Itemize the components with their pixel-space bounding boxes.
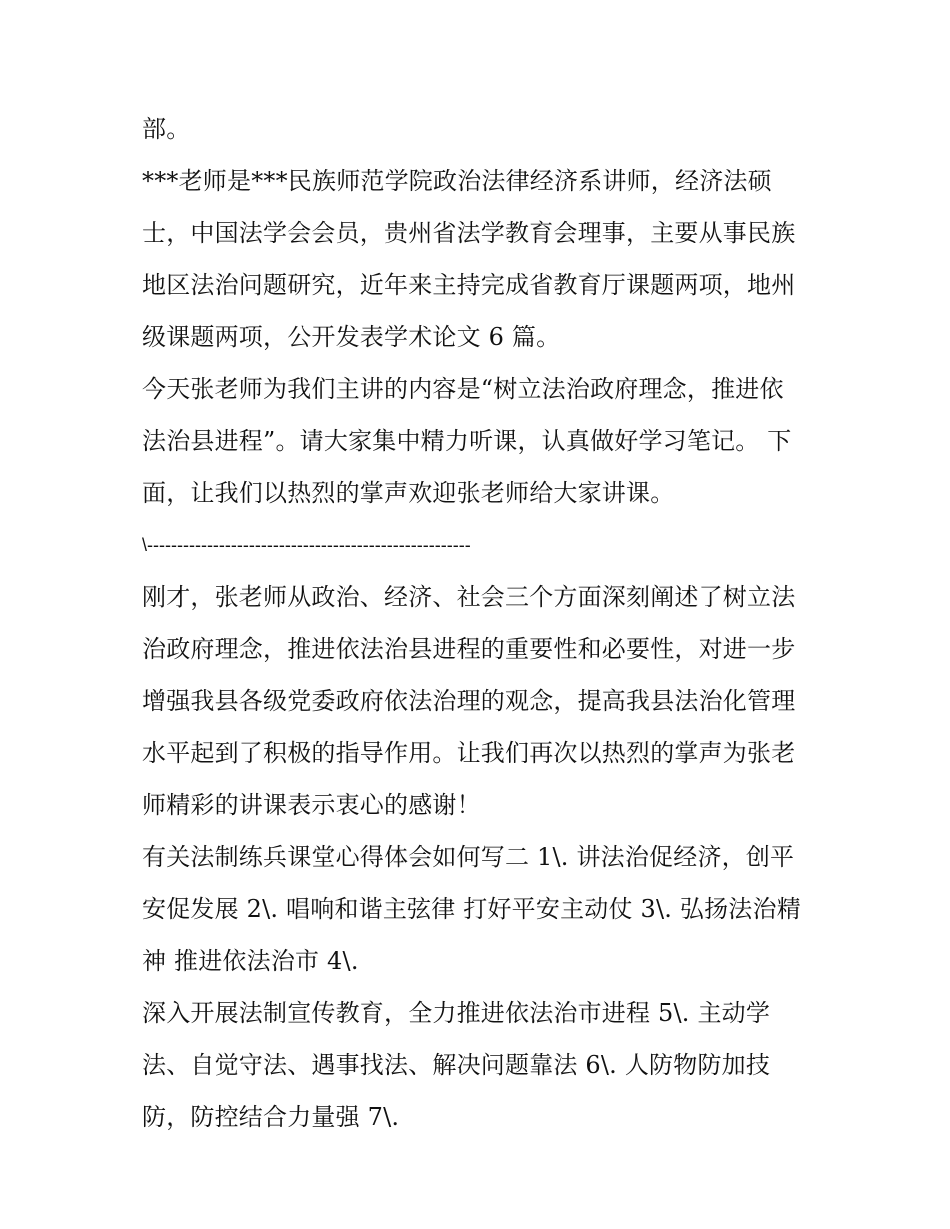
text-line: 部。	[142, 115, 191, 143]
text-line: 有关法制练兵课堂心得体会如何写二 1\. 讲法治促经济，创平	[142, 843, 795, 871]
text-line: 神 推进依法治市 4\.	[142, 947, 359, 975]
text-line: 治政府理念，推进依法治县进程的重要性和必要性，对进一步	[142, 635, 796, 663]
text-line: 刚才，张老师从政治、经济、社会三个方面深刻阐述了树立法	[142, 583, 796, 611]
text-line: 防，防控结合力量强 7\.	[142, 1103, 400, 1131]
text-line: 安促发展 2\. 唱响和谐主弦律 打好平安主动仗 3\. 弘扬法治精	[142, 895, 801, 923]
text-line: 面，让我们以热烈的掌声欢迎张老师给大家讲课。	[142, 479, 675, 507]
text-line: ***老师是***民族师范学院政治法律经济系讲师，经济法硕	[142, 167, 772, 195]
text-line: 今天张老师为我们主讲的内容是“树立法治政府理念，推进依	[142, 375, 784, 403]
text-line: 地区法治问题研究，近年来主持完成省教育厅课题两项，地州	[142, 271, 796, 299]
text-line: 师精彩的讲课表示衷心的感谢！	[142, 791, 481, 819]
text-line: 深入开展法制宣传教育，全力推进依法治市进程 5\. 主动学	[142, 999, 771, 1027]
text-line: 法、自觉守法、遇事找法、解决问题靠法 6\. 人防物防加技	[142, 1051, 771, 1079]
text-line: 水平起到了积极的指导作用。让我们再次以热烈的掌声为张老	[142, 739, 796, 767]
body-text	[142, 103, 822, 1143]
text-line: 法治县进程”。请大家集中精力听课，认真做好学习笔记。 下	[142, 427, 792, 455]
text-line: 士，中国法学会会员，贵州省法学教育会理事，主要从事民族	[142, 219, 796, 247]
text-line: 级课题两项，公开发表学术论文 6 篇。	[142, 323, 561, 351]
separator-line: \------------------------------------------------------	[142, 535, 471, 555]
text-line: 增强我县各级党委政府依法治理的观念，提高我县法治化管理	[142, 687, 796, 715]
